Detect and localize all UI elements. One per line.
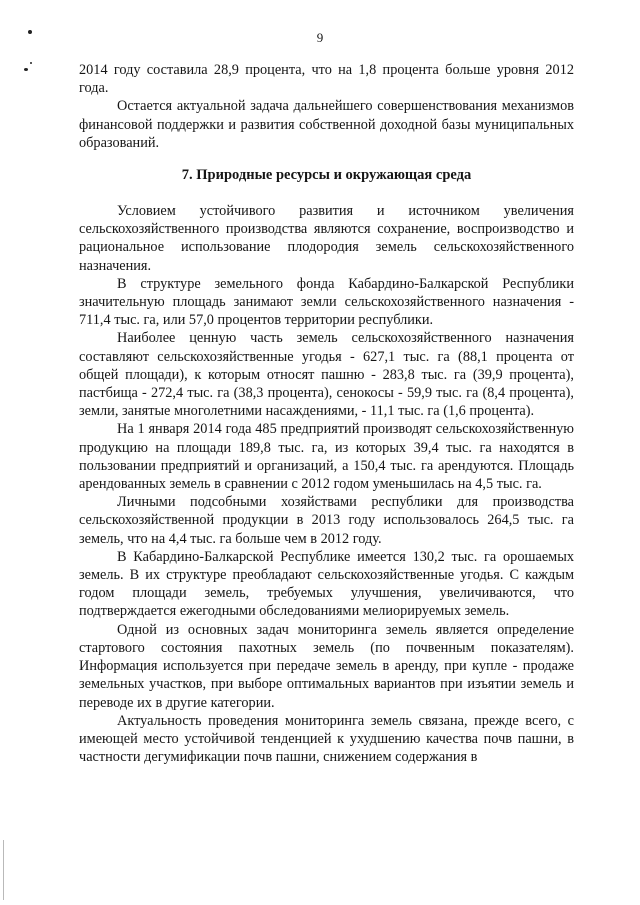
paragraph: Одной из основных задач мониторинга земель является определение стартового состояния пахотных земель (по почвенным показателям). Информация используется при передаче земель в аренду, при купле - продаже земельных участков, при выборе оптимальных вариантов при изъятии земель и переводе их в другие категории. [79, 621, 574, 711]
section-heading: 7. Природные ресурсы и окружающая среда [181, 167, 472, 184]
paragraph: На 1 января 2014 года 485 предприятий производят сельскохозяйственную продукцию на площади 189,8 тыс. га, из которых 39,4 тыс. га находятся в пользовании предприятий и организаций, а 150,4 тыс. га арендуются. Площадь арендованных земель в сравнении с 2012 годом уменьшилась на 4,5 тыс. га. [79, 421, 574, 493]
document-body [79, 61, 574, 766]
paragraph: В Кабардино-Балкарской Республике имеется 130,2 тыс. га орошаемых земель. В их структуре преобладают сельскохозяйственные угодья. С каждым годом площади земель, требуемых улучшения, увеличиваются, что подтверждается ежегодными обследованиями мелиорируемых земель. [79, 548, 574, 620]
scan-edge-line [3, 840, 4, 900]
paragraph: 2014 году составила 28,9 процента, что на 1,8 процента больше уровня 2012 года. [79, 62, 574, 97]
paragraph: Наиболее ценную часть земель сельскохозяйственного назначения составляют сельскохозяйственные угодья - 627,1 тыс. га (88,1 процента от общей площади), к которым относят пашню - 283,8 тыс. га (39,9 процента), пастбища - 272,4 тыс. га (38,3 процента), сенокосы - 59,9 тыс. га (8,4 процента), земли, занятые многолетними насаждениями, - 11,1 тыс. га (1,6 процента). [79, 330, 574, 420]
paragraph: В структуре земельного фонда Кабардино-Балкарской Республики значительную площадь занимают земли сельскохозяйственного назначения - 711,4 тыс. га, или 57,0 процентов территории республики. [79, 275, 574, 329]
paragraph: Актуальность проведения мониторинга земель связана, прежде всего, с имеющей место устойчивой тенденцией к ухудшению качества почв пашни, в частности дегумификации почв пашни, снижением содержания в [79, 712, 574, 766]
page-number: 9 [316, 30, 324, 45]
paragraph: Личными подсобными хозяйствами республики для производства сельскохозяйственной продукции в 2013 году использовалось 264,5 тыс. га земель, что на 4,4 тыс. га больше чем в 2012 году. [79, 494, 574, 547]
paragraph: Условием устойчивого развития и источником увеличения сельскохозяйственного производства являются сохранение, воспроизводство и рациональное использование плодородия земель сельскохозяйственного назначения. [79, 203, 574, 274]
paragraph: Остается актуальной задача дальнейшего совершенствования механизмов финансовой поддержки и развития собственной доходной базы муниципальных образований. [79, 98, 574, 151]
scan-speck [30, 62, 32, 64]
scan-speck [24, 68, 28, 71]
